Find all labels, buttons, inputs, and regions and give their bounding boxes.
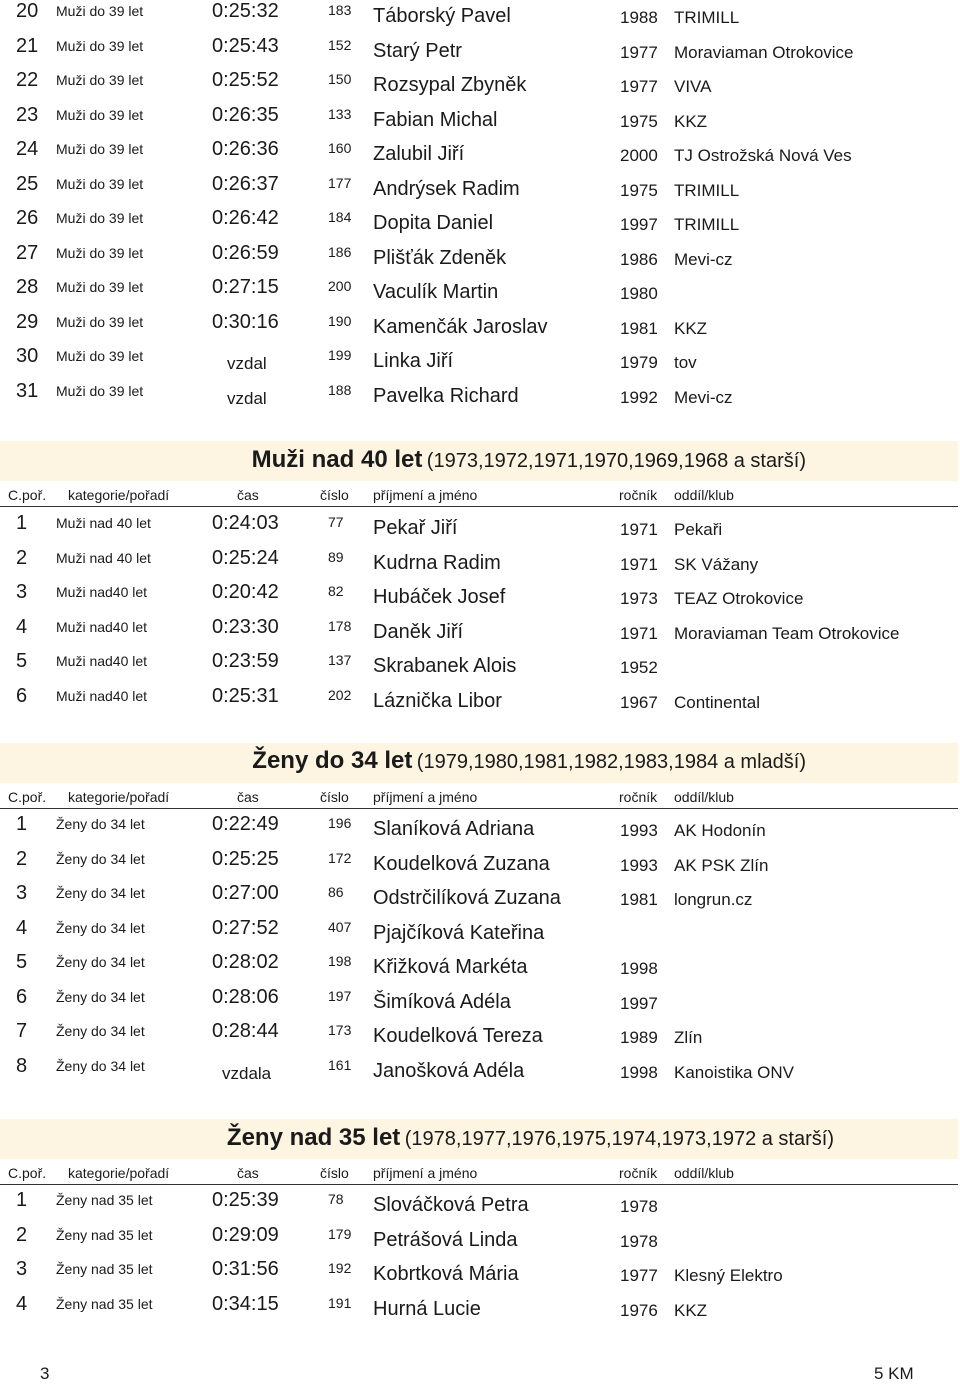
- name-cell: Starý Petr: [373, 39, 462, 62]
- category-cell: Ženy do 34 let: [56, 1057, 145, 1074]
- page-number: 3: [40, 1364, 50, 1383]
- section-title-years: (1979,1980,1981,1982,1983,1984 a mladší): [416, 751, 806, 773]
- bib-number-cell: 150: [328, 71, 352, 87]
- col-time: čas: [237, 1165, 259, 1181]
- name-cell: Vaculík Martin: [373, 281, 499, 303]
- table-row: [0, 813, 960, 847]
- club-cell: Continental: [674, 692, 761, 712]
- category-cell: Muži nad40 let: [56, 618, 148, 635]
- time-cell: vzdal: [227, 388, 267, 408]
- name-cell: Kobrtková Mária: [373, 1263, 519, 1285]
- col-category: kategorie/pořadí: [68, 487, 170, 503]
- birth-year-cell: 1976: [620, 1300, 658, 1320]
- rank-cell: 4: [16, 916, 28, 939]
- birth-year-cell: 1992: [620, 387, 658, 407]
- category-cell: Muži nad 40 let: [56, 515, 151, 531]
- birth-year-cell: 1986: [620, 249, 658, 269]
- table-row: [0, 138, 960, 172]
- rank-cell: 27: [16, 241, 39, 264]
- club-cell: Kanoistika ONV: [674, 1062, 794, 1082]
- table-row: [0, 276, 960, 310]
- rank-cell: 31: [16, 379, 39, 402]
- time-cell: 0:25:32: [212, 0, 279, 22]
- table-row: [0, 173, 960, 207]
- table-row: [0, 547, 960, 581]
- rank-cell: 3: [16, 1258, 28, 1280]
- category-cell: Ženy nad 35 let: [56, 1226, 153, 1243]
- time-cell: 0:34:15: [212, 1292, 279, 1315]
- col-time: čas: [237, 789, 259, 805]
- category-cell: Muži do 39 let: [56, 141, 144, 157]
- time-cell: 0:26:59: [212, 241, 279, 264]
- table-row: [0, 345, 960, 379]
- name-cell: Petrášová Linda: [373, 1228, 518, 1251]
- bib-number-cell: 173: [328, 1022, 352, 1038]
- bib-number-cell: 89: [328, 548, 344, 565]
- club-cell: AK PSK Zlín: [674, 855, 769, 875]
- rank-cell: 2: [16, 546, 28, 569]
- bib-number-cell: 86: [328, 884, 344, 900]
- name-cell: Koudelková Zuzana: [373, 852, 550, 875]
- club-cell: Moraviaman Otrokovice: [674, 42, 854, 62]
- name-cell: Křižková Markéta: [373, 956, 528, 978]
- name-cell: Plišťák Zdeněk: [373, 246, 507, 269]
- category-cell: Muži do 39 let: [56, 175, 144, 192]
- bib-number-cell: 188: [328, 381, 352, 398]
- rank-cell: 26: [16, 207, 39, 229]
- bib-number-cell: 177: [328, 174, 352, 191]
- time-cell: 0:26:35: [212, 103, 279, 126]
- header-divider: [0, 808, 958, 809]
- category-cell: Muži do 39 let: [56, 3, 144, 19]
- time-cell: 0:24:03: [212, 512, 279, 534]
- club-cell: TRIMILL: [674, 180, 740, 200]
- time-cell: vzdala: [222, 1063, 272, 1083]
- rank-cell: 29: [16, 310, 39, 333]
- birth-year-cell: 1971: [620, 623, 658, 643]
- category-cell: Muži nad40 let: [56, 687, 148, 704]
- time-cell: 0:25:24: [212, 546, 279, 569]
- time-cell: 0:26:37: [212, 172, 279, 195]
- table-row: [0, 1055, 960, 1089]
- name-cell: Pavelka Richard: [373, 384, 519, 407]
- club-cell: KKZ: [674, 1300, 708, 1320]
- time-cell: 0:25:31: [212, 684, 279, 707]
- col-year: ročník: [619, 1165, 658, 1181]
- table-row: [0, 616, 960, 650]
- rank-cell: 4: [16, 615, 28, 638]
- bib-number-cell: 197: [328, 987, 352, 1004]
- column-header-row: [0, 487, 960, 507]
- header-divider: [0, 1184, 958, 1185]
- birth-year-cell: 1952: [620, 658, 658, 677]
- club-cell: Mevi-cz: [674, 387, 733, 407]
- name-cell: Slaníková Adriana: [373, 818, 535, 840]
- column-header-row: [0, 789, 960, 809]
- category-cell: Muži do 39 let: [56, 313, 144, 330]
- birth-year-cell: 1978: [620, 1231, 658, 1251]
- table-row: [0, 848, 960, 882]
- col-number: číslo: [320, 487, 349, 503]
- rank-cell: 6: [16, 985, 28, 1008]
- birth-year-cell: 1977: [620, 1266, 658, 1285]
- rank-cell: 1: [16, 1189, 28, 1211]
- time-cell: vzdal: [227, 354, 267, 373]
- col-name: příjmení a jméno: [373, 1165, 478, 1181]
- col-rank: C.poř.: [8, 487, 47, 503]
- col-number: číslo: [320, 1165, 349, 1181]
- time-cell: 0:25:25: [212, 847, 279, 870]
- table-row: [0, 986, 960, 1020]
- bib-number-cell: 196: [328, 815, 352, 831]
- category-cell: Muži do 39 let: [56, 210, 144, 226]
- section-title-years: (1978,1977,1976,1975,1974,1973,1972 a starší): [404, 1128, 834, 1150]
- table-row: [0, 0, 960, 34]
- birth-year-cell: 1967: [620, 692, 658, 712]
- rank-cell: 24: [16, 138, 39, 160]
- birth-year-cell: 1998: [620, 959, 658, 978]
- col-category: kategorie/pořadí: [68, 789, 170, 805]
- club-cell: KKZ: [674, 318, 708, 338]
- table-row: [0, 242, 960, 276]
- name-cell: Hurná Lucie: [373, 1297, 481, 1320]
- birth-year-cell: 1973: [620, 589, 658, 608]
- time-cell: 0:28:44: [212, 1020, 279, 1042]
- bib-number-cell: 198: [328, 953, 352, 969]
- col-time: čas: [237, 487, 259, 503]
- col-club: oddíl/klub: [674, 487, 734, 503]
- table-row: [0, 1020, 960, 1054]
- time-cell: 0:30:16: [212, 310, 279, 333]
- name-cell: Daněk Jiří: [373, 620, 464, 643]
- rank-cell: 6: [16, 684, 28, 707]
- table-row: [0, 581, 960, 615]
- rank-cell: 28: [16, 276, 39, 298]
- rank-cell: 25: [16, 172, 39, 195]
- name-cell: Táborský Pavel: [373, 5, 511, 27]
- birth-year-cell: 1979: [620, 353, 658, 372]
- bib-number-cell: 191: [328, 1294, 352, 1311]
- birth-year-cell: 1998: [620, 1062, 658, 1082]
- category-cell: Muži do 39 let: [56, 279, 144, 295]
- bib-number-cell: 82: [328, 583, 344, 599]
- time-cell: 0:29:09: [212, 1223, 279, 1246]
- col-number: číslo: [320, 789, 349, 805]
- rank-cell: 3: [16, 581, 28, 603]
- time-cell: 0:27:52: [212, 916, 279, 939]
- name-cell: Dopita Daniel: [373, 212, 494, 234]
- birth-year-cell: 1978: [620, 1197, 658, 1216]
- bib-number-cell: 184: [328, 209, 352, 225]
- rank-cell: 20: [16, 0, 39, 22]
- table-row: [0, 1224, 960, 1258]
- category-cell: Muži do 39 let: [56, 72, 144, 88]
- time-cell: 0:26:42: [212, 207, 279, 229]
- category-cell: Muži do 39 let: [56, 37, 144, 54]
- table-row: [0, 951, 960, 985]
- name-cell: Pekař Jiří: [373, 517, 458, 539]
- birth-year-cell: 1971: [620, 554, 658, 574]
- col-year: ročník: [619, 789, 658, 805]
- club-cell: longrun.cz: [674, 890, 753, 909]
- rank-cell: 5: [16, 650, 28, 672]
- birth-year-cell: 1980: [620, 284, 658, 303]
- col-category: kategorie/pořadí: [68, 1165, 170, 1181]
- category-cell: Muži do 39 let: [56, 382, 144, 399]
- section-title-main: Ženy do 34 let: [252, 747, 413, 774]
- category-cell: Muži nad40 let: [56, 584, 148, 600]
- category-cell: Ženy do 34 let: [56, 954, 145, 970]
- time-cell: 0:26:36: [212, 138, 279, 160]
- section-title: [0, 1124, 834, 1152]
- rank-cell: 1: [16, 813, 28, 835]
- name-cell: Zalubil Jiří: [373, 143, 465, 165]
- bib-number-cell: 407: [328, 918, 352, 935]
- name-cell: Odstrčilíková Zuzana: [373, 887, 561, 909]
- col-rank: C.poř.: [8, 1165, 47, 1181]
- time-cell: 0:27:00: [212, 882, 279, 904]
- birth-year-cell: 1997: [620, 993, 658, 1013]
- bib-number-cell: 161: [328, 1056, 352, 1073]
- birth-year-cell: 1975: [620, 180, 658, 200]
- category-cell: Muži do 39 let: [56, 244, 144, 261]
- bib-number-cell: 183: [328, 2, 352, 18]
- name-cell: Fabian Michal: [373, 108, 498, 131]
- section-title-main: Muži nad 40 let: [251, 446, 423, 473]
- bib-number-cell: 202: [328, 686, 352, 703]
- club-cell: Pekaři: [674, 520, 723, 539]
- time-cell: 0:28:06: [212, 985, 279, 1008]
- club-cell: TRIMILL: [674, 215, 740, 234]
- category-cell: Muži do 39 let: [56, 106, 144, 123]
- birth-year-cell: 1981: [620, 318, 658, 338]
- table-row: [0, 69, 960, 103]
- name-cell: Pjajčíková Kateřina: [373, 921, 545, 944]
- category-cell: Muži nad 40 let: [56, 549, 151, 566]
- name-cell: Hubáček Josef: [373, 586, 506, 608]
- name-cell: Andrýsek Radim: [373, 177, 520, 200]
- birth-year-cell: 1975: [620, 111, 658, 131]
- club-cell: TJ Ostrožská Nová Ves: [674, 146, 852, 165]
- table-row: [0, 104, 960, 138]
- rank-cell: 2: [16, 847, 28, 870]
- table-row: [0, 35, 960, 69]
- birth-year-cell: 1971: [620, 520, 658, 539]
- club-cell: TRIMILL: [674, 8, 740, 27]
- column-header-row: [0, 1165, 960, 1185]
- table-row: [0, 882, 960, 916]
- bib-number-cell: 199: [328, 347, 352, 363]
- col-name: příjmení a jméno: [373, 487, 478, 503]
- table-row: [0, 512, 960, 546]
- bib-number-cell: 160: [328, 140, 352, 156]
- rank-cell: 21: [16, 34, 39, 57]
- bib-number-cell: 133: [328, 105, 352, 122]
- rank-cell: 2: [16, 1223, 28, 1246]
- category-cell: Ženy do 34 let: [56, 1023, 145, 1039]
- bib-number-cell: 78: [328, 1191, 344, 1207]
- category-cell: Muži do 39 let: [56, 348, 144, 364]
- birth-year-cell: 1981: [620, 890, 658, 909]
- rank-cell: 8: [16, 1054, 28, 1077]
- club-cell: tov: [674, 353, 697, 372]
- name-cell: Láznička Libor: [373, 689, 502, 712]
- table-row: [0, 1293, 960, 1327]
- category-cell: Muži nad40 let: [56, 653, 148, 669]
- category-cell: Ženy do 34 let: [56, 919, 145, 936]
- rank-cell: 22: [16, 69, 39, 91]
- name-cell: Šimíková Adéla: [373, 990, 511, 1013]
- bib-number-cell: 137: [328, 652, 352, 668]
- time-cell: 0:23:59: [212, 650, 279, 672]
- time-cell: 0:27:15: [212, 276, 279, 298]
- name-cell: Kudrna Radim: [373, 551, 501, 574]
- col-club: oddíl/klub: [674, 1165, 734, 1181]
- birth-year-cell: 1977: [620, 77, 658, 96]
- club-cell: AK Hodonín: [674, 821, 766, 840]
- col-rank: C.poř.: [8, 789, 47, 805]
- table-row: [0, 311, 960, 345]
- bib-number-cell: 190: [328, 312, 352, 329]
- col-name: příjmení a jméno: [373, 789, 478, 805]
- name-cell: Kamenčák Jaroslav: [373, 315, 548, 338]
- section-title: [0, 446, 806, 474]
- table-row: [0, 207, 960, 241]
- rank-cell: 3: [16, 882, 28, 904]
- club-cell: Klesný Elektro: [674, 1266, 783, 1285]
- bib-number-cell: 77: [328, 514, 344, 530]
- category-cell: Ženy nad 35 let: [56, 1295, 153, 1312]
- birth-year-cell: 1989: [620, 1028, 658, 1047]
- club-cell: TEAZ Otrokovice: [674, 589, 804, 608]
- table-row: [0, 685, 960, 719]
- col-year: ročník: [619, 487, 658, 503]
- club-cell: Mevi-cz: [674, 249, 733, 269]
- table-row: [0, 650, 960, 684]
- club-cell: Moraviaman Team Otrokovice: [674, 623, 900, 643]
- birth-year-cell: 1988: [620, 8, 658, 27]
- distance-label: 5 KM: [874, 1364, 914, 1383]
- bib-number-cell: 172: [328, 849, 352, 866]
- category-cell: Ženy nad 35 let: [56, 1192, 153, 1208]
- bib-number-cell: 186: [328, 243, 352, 260]
- category-cell: Ženy do 34 let: [56, 988, 145, 1005]
- birth-year-cell: 1977: [620, 42, 658, 62]
- time-cell: 0:31:56: [212, 1258, 279, 1280]
- birth-year-cell: 1997: [620, 215, 658, 234]
- bib-number-cell: 178: [328, 617, 352, 634]
- category-cell: Ženy do 34 let: [56, 816, 145, 832]
- category-cell: Ženy do 34 let: [56, 885, 145, 901]
- time-cell: 0:23:30: [212, 615, 279, 638]
- name-cell: Linka Jiří: [373, 350, 454, 372]
- club-cell: SK Vážany: [674, 554, 759, 574]
- section-title-years: (1973,1972,1971,1970,1969,1968 a starší): [426, 450, 806, 472]
- birth-year-cell: 1993: [620, 821, 658, 840]
- table-row: [0, 917, 960, 951]
- section-title-main: Ženy nad 35 let: [226, 1124, 401, 1151]
- category-cell: Ženy nad 35 let: [56, 1261, 153, 1277]
- col-club: oddíl/klub: [674, 789, 734, 805]
- time-cell: 0:25:52: [212, 69, 279, 91]
- name-cell: Janošková Adéla: [373, 1059, 525, 1082]
- header-divider: [0, 506, 958, 507]
- category-cell: Ženy do 34 let: [56, 850, 145, 867]
- bib-number-cell: 200: [328, 278, 352, 294]
- bib-number-cell: 179: [328, 1225, 352, 1242]
- bib-number-cell: 192: [328, 1260, 352, 1276]
- rank-cell: 1: [16, 512, 28, 534]
- name-cell: Slováčková Petra: [373, 1194, 529, 1216]
- bib-number-cell: 152: [328, 36, 352, 53]
- rank-cell: 4: [16, 1292, 28, 1315]
- table-row: [0, 1189, 960, 1223]
- birth-year-cell: 2000: [620, 146, 658, 165]
- time-cell: 0:28:02: [212, 951, 279, 973]
- time-cell: 0:20:42: [212, 581, 279, 603]
- table-row: [0, 1258, 960, 1292]
- section-title: [0, 747, 806, 775]
- rank-cell: 7: [16, 1020, 28, 1042]
- name-cell: Skrabanek Alois: [373, 655, 517, 677]
- rank-cell: 30: [16, 345, 39, 367]
- club-cell: Zlín: [674, 1028, 703, 1047]
- rank-cell: 23: [16, 103, 39, 126]
- club-cell: KKZ: [674, 111, 708, 131]
- birth-year-cell: 1993: [620, 855, 658, 875]
- name-cell: Koudelková Tereza: [373, 1025, 543, 1047]
- time-cell: 0:22:49: [212, 813, 279, 835]
- time-cell: 0:25:43: [212, 34, 279, 57]
- time-cell: 0:25:39: [212, 1189, 279, 1211]
- name-cell: Rozsypal Zbyněk: [373, 74, 527, 96]
- club-cell: VIVA: [674, 77, 712, 96]
- rank-cell: 5: [16, 951, 28, 973]
- table-row: [0, 380, 960, 414]
